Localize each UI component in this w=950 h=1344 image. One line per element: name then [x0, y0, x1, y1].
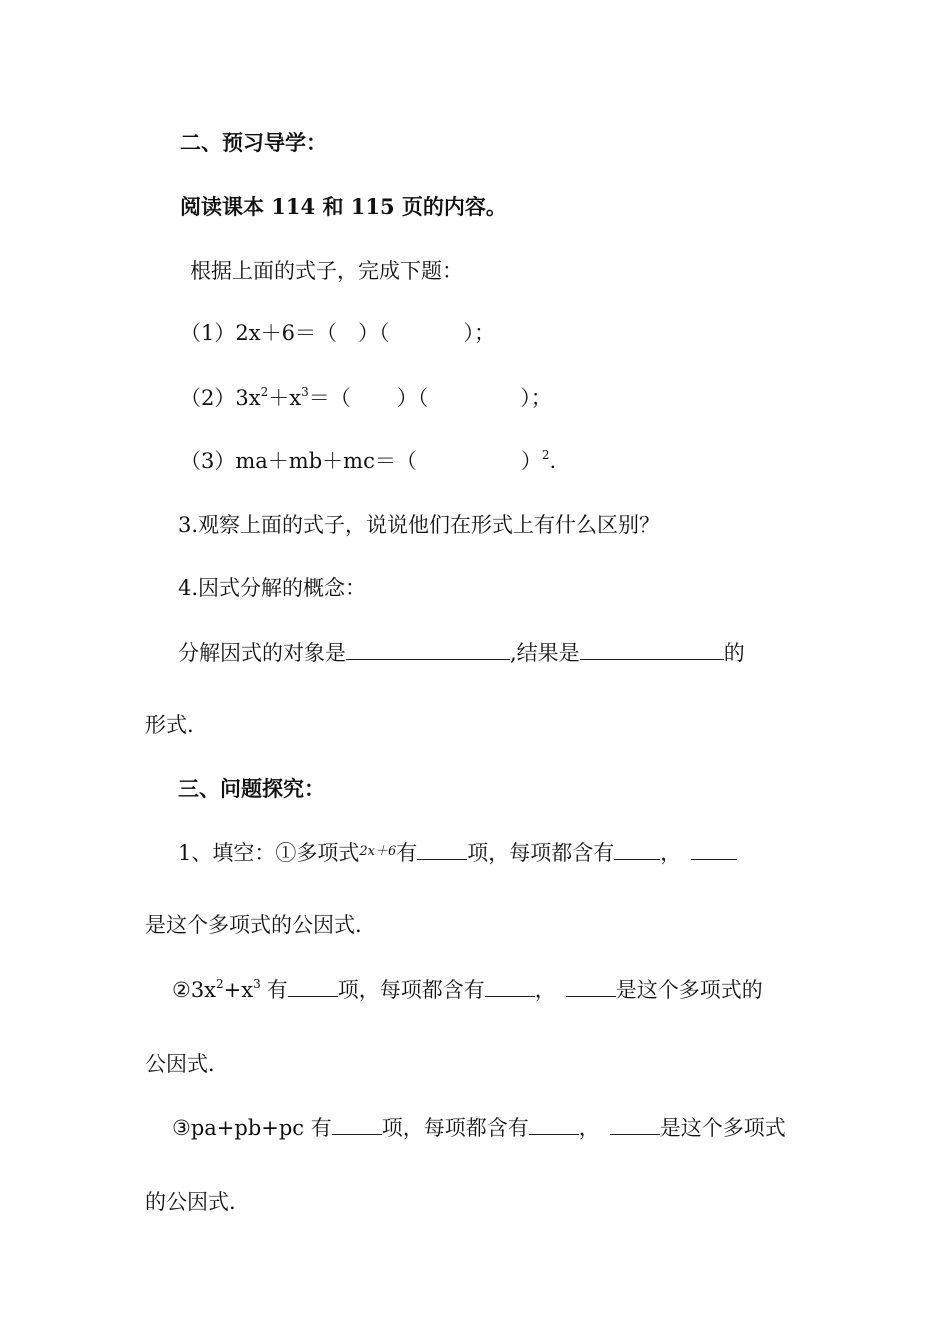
q1-label: （1）: [180, 321, 236, 345]
fill2-e: ，: [534, 978, 556, 1002]
q2-expr-a: 3x: [235, 386, 261, 410]
fill2-b: +x: [223, 978, 254, 1002]
task-instruction: 根据上面的式子，完成下题：: [190, 259, 463, 283]
fill2-sup1: 2: [216, 977, 224, 991]
item-4: 4.因式分解的概念：: [178, 576, 367, 600]
q2-sup-b: 3: [301, 385, 309, 399]
fill3-c: ，: [578, 1116, 600, 1140]
item-3: 3.观察上面的式子，说说他们在形式上有什么区别？: [178, 513, 661, 537]
question-1: [180, 318, 495, 348]
fill1-a: 1、填空：①多项式: [178, 841, 360, 865]
fill-3-continuation: 的公因式.: [145, 1190, 236, 1214]
q3-end: ）: [520, 449, 542, 473]
section3-heading: 三、问题探究：: [178, 776, 325, 801]
q3-dot: .: [549, 449, 557, 473]
fill1-blank-factor[interactable]: [691, 837, 737, 860]
blank-result[interactable]: [580, 637, 724, 660]
fill3-b: 项，每项都含有: [381, 1116, 529, 1140]
q3-sup: 2: [541, 448, 550, 462]
section2-heading: 二、预习导学：: [180, 130, 327, 155]
q3-expr: ma＋mb＋mc＝（: [235, 449, 417, 473]
question-2: [180, 383, 552, 416]
q1-end: ）；: [463, 321, 495, 345]
fill1-blank-common[interactable]: [614, 837, 660, 860]
fill2-f: 是这个多项式的: [615, 978, 763, 1002]
fill-1-line: [178, 837, 737, 872]
fill3-a: ③pa+pb+pc 有: [172, 1116, 332, 1140]
concept-b: ,结果是: [510, 641, 580, 665]
fill-3-line: [172, 1112, 786, 1143]
q2-sup-a: 2: [260, 385, 269, 399]
fill1-b: 有: [396, 841, 418, 865]
fill1-d: ，: [660, 841, 682, 865]
reading-instruction: 阅读课本 114 和 115 页的内容。: [180, 194, 507, 219]
q2-expr-c: ＝（: [308, 386, 351, 410]
q2-expr-b: ＋x: [268, 386, 302, 410]
fill-1-continuation: 是这个多项式的公因式.: [145, 913, 362, 937]
q2-mid: ）（: [396, 386, 429, 410]
fill2-d: 项，每项都含有: [337, 978, 485, 1002]
concept-a: 分解因式的对象是: [178, 641, 346, 665]
concept-line: [178, 637, 745, 668]
fill1-blank-terms[interactable]: [417, 837, 467, 860]
q3-label: （3）: [180, 449, 236, 473]
fill2-sup2: 3: [253, 977, 261, 991]
fill1-c: 项，每项都含有: [467, 841, 615, 865]
fill2-a: ②3x: [172, 978, 217, 1002]
fill-2-line: [172, 974, 763, 1008]
concept-continuation: 形式.: [145, 713, 194, 737]
blank-object[interactable]: [346, 637, 510, 660]
fill2-blank-common[interactable]: [485, 974, 535, 997]
fill1-math: 2x＋6: [359, 844, 397, 859]
question-3: [180, 446, 556, 479]
fill3-blank-factor[interactable]: [610, 1112, 660, 1135]
fill2-blank-terms[interactable]: [288, 974, 338, 997]
q2-label: （2）: [180, 386, 236, 410]
fill2-c: 有: [266, 978, 288, 1002]
fill-2-continuation: 公因式.: [145, 1052, 215, 1076]
fill3-blank-common[interactable]: [529, 1112, 579, 1135]
q2-end: ）；: [520, 386, 552, 410]
fill2-blank-factor[interactable]: [566, 974, 616, 997]
fill3-d: 是这个多项式: [659, 1116, 786, 1140]
fill3-blank-terms[interactable]: [332, 1112, 382, 1135]
concept-c: 的: [723, 641, 745, 665]
q1-expr: 2x＋6＝（ ）（: [235, 321, 390, 345]
